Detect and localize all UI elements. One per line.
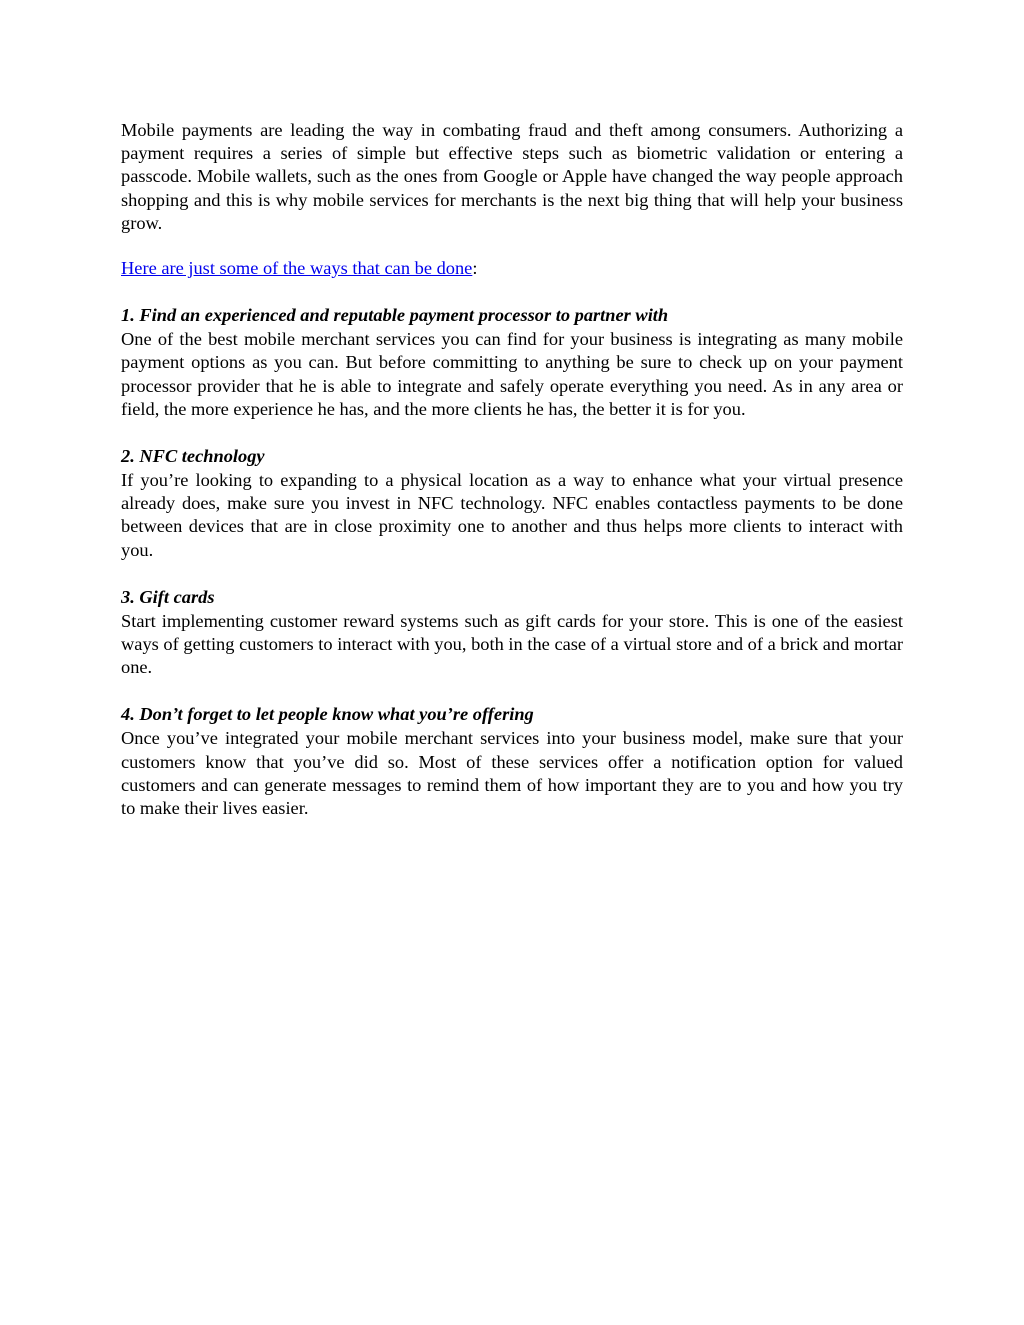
section-2-heading: 2. NFC technology [121, 446, 265, 467]
document-page [121, 119, 903, 820]
section-4-body: Once you’ve integrated your mobile merchant services into your business model, make sure that your customers know that you’ve did so. Most of these services offer a notification option for valued customers and can generate messages to remind them of how important they are to you and how you try to make their lives easier. [121, 728, 903, 819]
intro-paragraph: Mobile payments are leading the way in combating fraud and theft among consumers. Authorizing a payment requires a series of simple but effective steps such as biometric validation or entering a passcode. Mobile wallets, such as the ones from Google or Apple have changed the way people approach shopping and this is why mobile services for merchants is the next big thing that will help your business grow. [121, 120, 903, 233]
spacer [121, 562, 903, 584]
section-4-heading: 4. Don’t forget to let people know what you’re offering [121, 704, 534, 725]
spacer [121, 679, 903, 701]
section-2-body: If you’re looking to expanding to a physical location as a way to enhance what your virtual presence already does, make sure you invest in NFC technology. NFC enables contactless payments to be done between devices that are in close proximity one to another and thus helps more clients to interact with you. [121, 470, 903, 560]
section-3-heading: 3. Gift cards [121, 586, 215, 607]
spacer [121, 235, 903, 257]
section-3-body: Start implementing customer reward systems such as gift cards for your store. This is one of the easiest ways of getting customers to interact with you, both in the case of a virtual store and of a brick and mortar one. [121, 610, 903, 678]
section-1-heading: 1. Find an experienced and reputable payment processor to partner with [121, 305, 669, 326]
spacer [121, 280, 903, 302]
lead-line [121, 257, 903, 280]
spacer [121, 421, 903, 443]
section-1-body: One of the best mobile merchant services you can find for your business is integrating as many mobile payment options as you can. But before committing to anything be sure to check up on your payment processor provider that he is able to integrate and safely operate everything you need. As in any area or field, the more experience he has, and the more clients he has, the better it is for you. [121, 329, 903, 419]
ways-link[interactable]: Here are just some of the ways that can be done [121, 258, 473, 279]
lead-suffix: : [472, 258, 478, 279]
